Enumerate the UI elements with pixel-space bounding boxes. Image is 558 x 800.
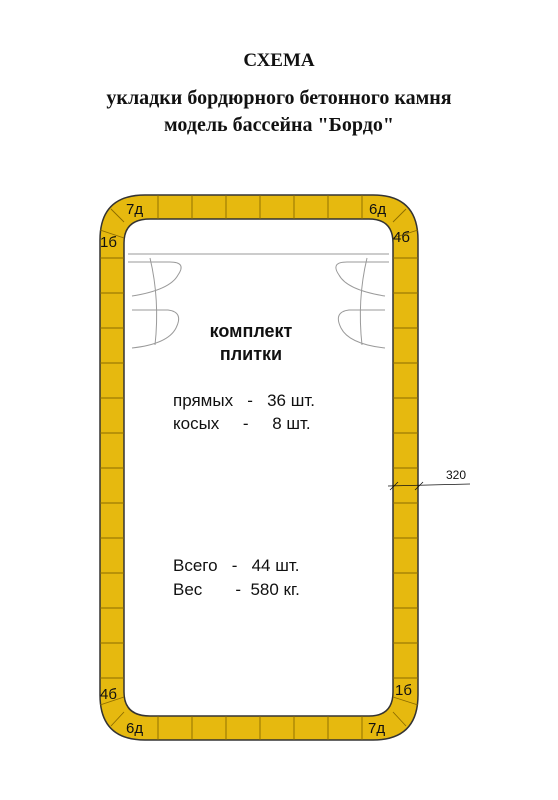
corner-label-bottom-right-bottom: 7д xyxy=(368,720,386,737)
scheme-subtitle-line1: укладки бордюрного бетонного камня xyxy=(106,87,452,109)
dimension-label: 320 xyxy=(446,468,467,482)
weight-total: Вес - 580 кг. xyxy=(173,580,300,599)
border-ring xyxy=(100,195,418,740)
corner-label-bottom-right-side: 1б xyxy=(395,682,412,699)
corner-label-top-left-side: 1б xyxy=(100,234,117,251)
kit-title-line1: комплект xyxy=(209,321,293,341)
corner-label-top-right-side: 4б xyxy=(393,229,410,246)
kit-title-line2: плитки xyxy=(219,344,283,364)
tile-joints xyxy=(100,195,418,740)
corner-label-top-left-top: 7д xyxy=(126,201,144,218)
corner-label-bottom-left-bottom: 6д xyxy=(126,720,144,737)
corner-label-bottom-left-side: 4б xyxy=(100,686,117,703)
scheme-title: СХЕМА xyxy=(243,50,315,71)
corner-label-top-right-top: 6д xyxy=(369,201,387,218)
count-straight: прямых - 36 шт. xyxy=(173,391,315,410)
scheme-subtitle-line2: модель бассейна "Бордо" xyxy=(164,114,394,136)
count-angled: косых - 8 шт. xyxy=(173,414,311,433)
count-total: Всего - 44 шт. xyxy=(173,556,300,575)
